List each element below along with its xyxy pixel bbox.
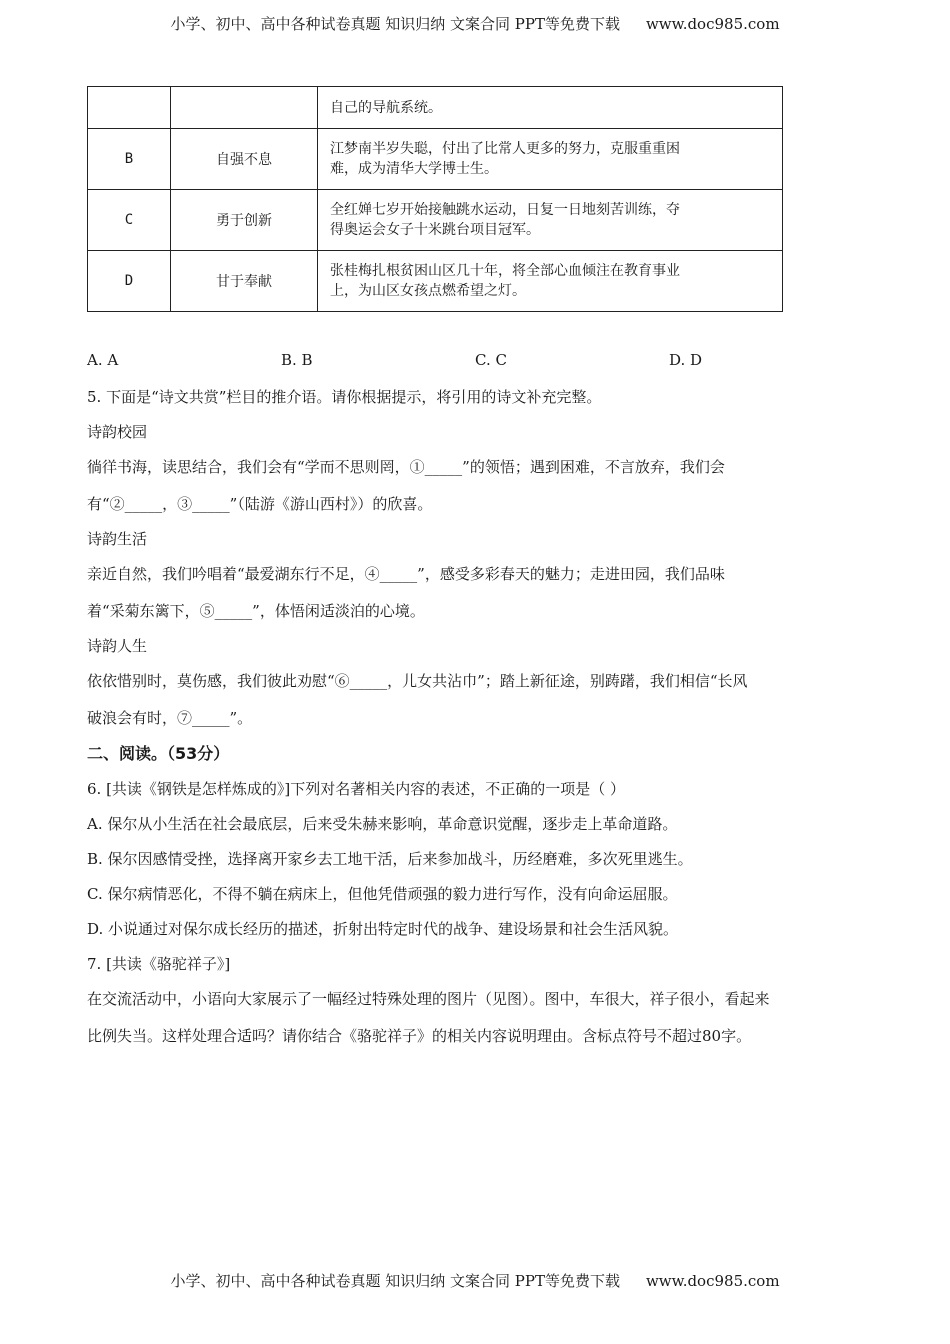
q5-paragraph-line: 有“②_____，③_____”（陆游《游山西村》）的欣喜。 [87, 495, 433, 513]
option-virtue [171, 87, 318, 129]
option-virtue: 勇于创新 [171, 190, 318, 251]
q5-paragraph-line: 着“采菊东篱下，⑤_____”，体悟闲适淡泊的心境。 [87, 602, 425, 620]
q7-prompt: 7. [共读《骆驼祥子》] [87, 955, 231, 973]
example-line: 上，为山区女孩点燃希望之灯。 [330, 283, 526, 299]
q6-option-a[interactable]: A. 保尔从小生活在社会最底层，后来受朱赫来影响，革命意识觉醒，逐步走上革命道路。 [87, 815, 678, 833]
table-row [88, 251, 783, 312]
footer-site[interactable]: www.doc985.com [645, 1272, 780, 1290]
q5-prompt: 5. 下面是“诗文共赏”栏目的推介语。请你根据提示，将引用的诗文补充完整。 [87, 388, 602, 406]
example-line: 难，成为清华大学博士生。 [330, 161, 498, 177]
q7-paragraph-line: 在交流活动中，小语向大家展示了一幅经过特殊处理的图片（见图）。图中，车很大，祥子很小，看起来 [87, 990, 770, 1008]
table-row [88, 87, 783, 129]
choice-c[interactable]: C. C [475, 351, 507, 369]
page-header [0, 13, 950, 34]
options-table [87, 86, 783, 312]
example-line: 张桂梅扎根贫困山区几十年，将全部心血倾注在教育事业 [330, 263, 680, 279]
example-line: 自己的导航系统。 [330, 99, 442, 116]
option-letter: B [88, 129, 171, 190]
option-letter: C [88, 190, 171, 251]
choice-a[interactable]: A. A [87, 351, 119, 369]
q7-paragraph-line: 比例失当。这样处理合适吗？请你结合《骆驼祥子》的相关内容说明理由。含标点符号不超过80字。 [87, 1027, 752, 1045]
section-heading: 二、阅读。（53分） [87, 744, 230, 763]
option-example [318, 87, 783, 129]
option-example [318, 129, 783, 190]
page-footer [0, 1270, 950, 1291]
option-letter: D [88, 251, 171, 312]
q6-option-b[interactable]: B. 保尔因感情受挫，选择离开家乡去工地干活，后来参加战斗，历经磨难，多次死里逃生。 [87, 850, 693, 868]
example-line: 全红婵七岁开始接触跳水运动，日复一日地刻苦训练，夺 [330, 202, 680, 218]
q6-prompt: 6. [共读《钢铁是怎样炼成的》]下列对名著相关内容的表述，不正确的一项是（ ） [87, 780, 626, 798]
example-line: 江梦南半岁失聪，付出了比常人更多的努力，克服重重困 [330, 141, 680, 157]
option-example [318, 251, 783, 312]
footer-text: 小学、初中、高中各种试卷真题 知识归纳 文案合同 PPT等免费下载 [170, 1272, 620, 1290]
example-line: 得奥运会女子十米跳台项目冠军。 [330, 222, 540, 238]
q5-heading-lifepath: 诗韵人生 [87, 637, 148, 655]
option-example [318, 190, 783, 251]
choice-d[interactable]: D. D [669, 351, 703, 369]
table-row [88, 190, 783, 251]
table-row [88, 129, 783, 190]
option-letter [88, 87, 171, 129]
q5-paragraph-line: 依依惜别时，莫伤感，我们彼此劝慰“⑥_____，儿女共沾巾”；踏上新征途，别踌躇，我们相信“长风 [87, 672, 748, 690]
q5-heading-campus: 诗韵校园 [87, 423, 148, 441]
q6-option-c[interactable]: C. 保尔病情恶化，不得不躺在病床上，但他凭借顽强的毅力进行写作，没有向命运屈服。 [87, 885, 678, 903]
option-virtue: 甘于奉献 [171, 251, 318, 312]
q5-paragraph-line: 徜徉书海，读思结合，我们会有“学而不思则罔，①_____”的领悟；遇到困难，不言放弃，我们会 [87, 458, 725, 476]
header-site[interactable]: www.doc985.com [645, 15, 780, 33]
q5-paragraph-line: 破浪会有时，⑦_____”。 [87, 709, 253, 727]
q5-paragraph-line: 亲近自然，我们吟唱着“最爱湖东行不足，④_____”，感受多彩春天的魅力；走进田园，我们品味 [87, 565, 725, 583]
q6-option-d[interactable]: D. 小说通过对保尔成长经历的描述，折射出特定时代的战争、建设场景和社会生活风貌。 [87, 920, 679, 938]
option-virtue: 自强不息 [171, 129, 318, 190]
q5-heading-life: 诗韵生活 [87, 530, 148, 548]
header-text: 小学、初中、高中各种试卷真题 知识归纳 文案合同 PPT等免费下载 [170, 15, 620, 33]
choice-b[interactable]: B. B [281, 351, 313, 369]
